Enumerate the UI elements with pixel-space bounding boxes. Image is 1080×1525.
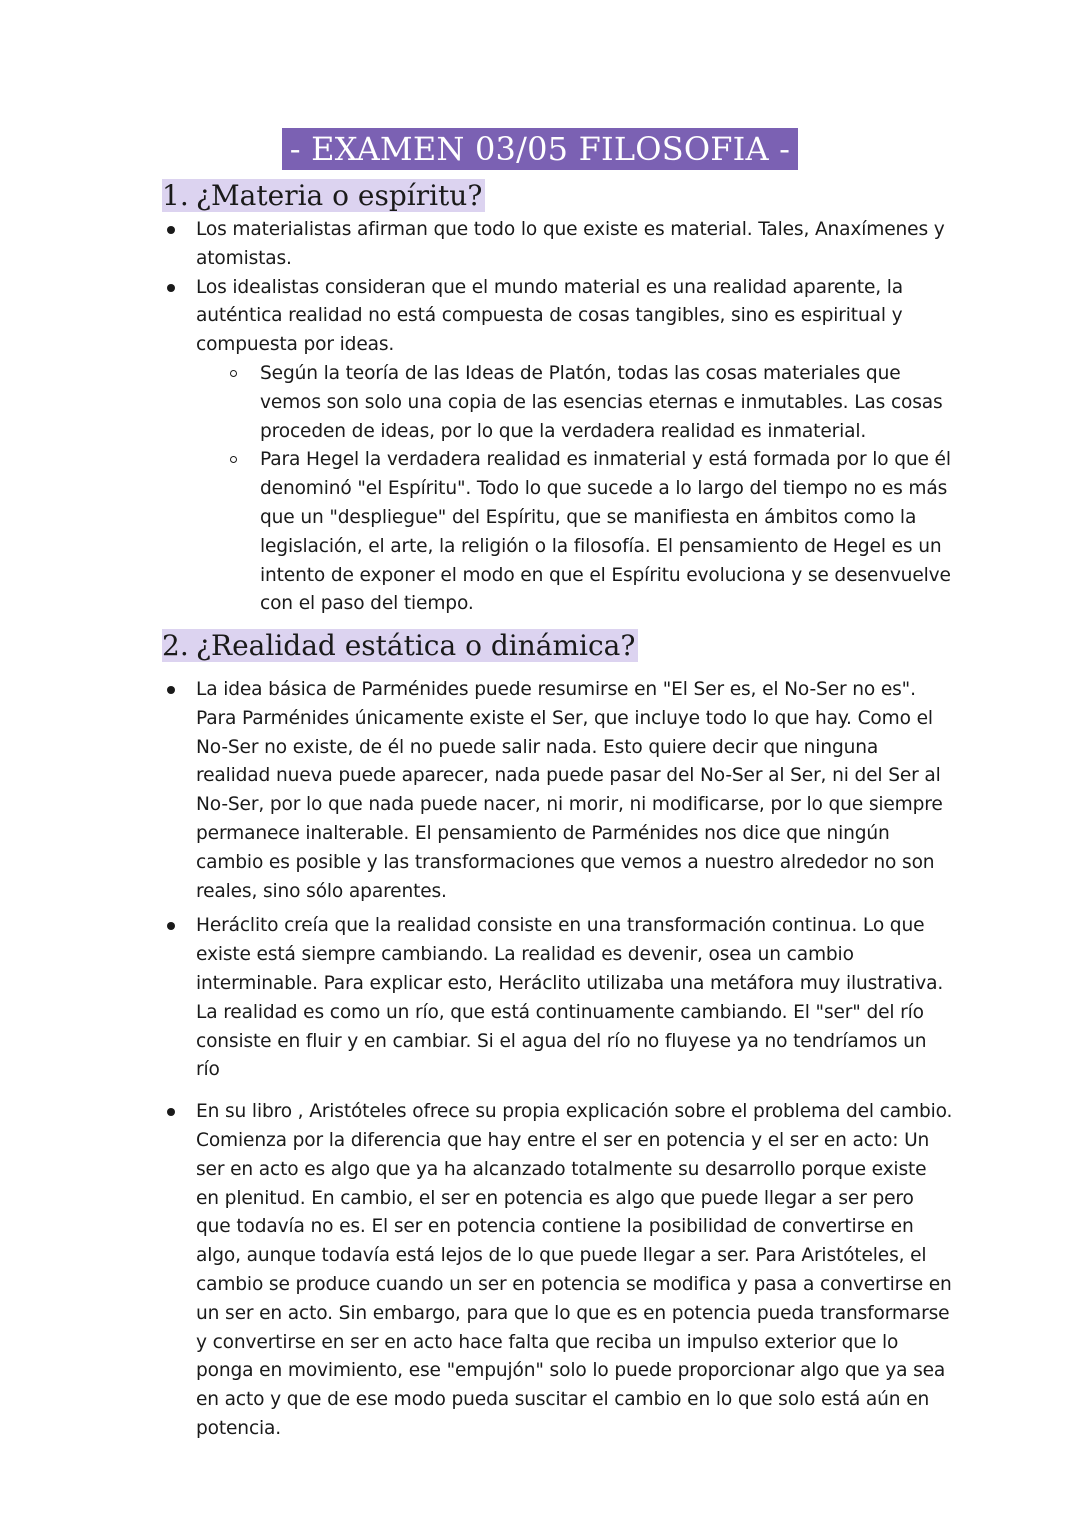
- section-number: 1.: [162, 179, 189, 212]
- sub-item-text: Según la teoría de las Ideas de Platón, todas las cosas materiales que vemos son solo una copia de las esencias eternas e inmutables. Las cosas proceden de ideas, por lo que la verdadera realidad es inmaterial.: [260, 362, 943, 442]
- item-text: En su libro , Aristóteles ofrece su propia explicación sobre el problema del cambio. Comienza por la diferencia que hay entre el ser en potencia y el ser en acto: Un ser en acto es algo que ya ha alcanzado totalmente su desarrollo porque existe en plenitud. En cambio, el ser en potencia es algo que puede llegar a ser pero que todavía no es. El ser en potencia contiene la posibilidad de convertirse en algo, aunque todavía está lejos de lo que puede llegar a ser. Para Aristóteles, el cambio se produce cuando un ser en potencia se modifica y pasa a convertirse en un ser en acto. Sin embargo, para que lo que es en potencia pueda transformarse y convertirse en ser en acto hace falta que reciba un impulso exterior que lo ponga en movimiento, ese "empujón" solo lo puede proporcionar algo que ya sea en acto y que de ese modo pueda suscitar el cambio en lo que solo está aún en potencia.: [196, 1101, 953, 1439]
- list-item: [164, 912, 954, 1085]
- sub-list-item: [260, 446, 954, 619]
- section-title: ¿Realidad estática o dinámica?: [196, 629, 636, 662]
- section-number: 2.: [162, 629, 189, 662]
- bullet-icon: [167, 686, 175, 694]
- list-item: [164, 1098, 954, 1444]
- item-text: Los materialistas afirman que todo lo que existe es material. Tales, Anaxímenes y atomistas.: [196, 219, 945, 269]
- section-title: ¿Materia o espíritu?: [196, 179, 483, 212]
- item-text: Heráclito creía que la realidad consiste en una transformación continua. Lo que existe está siempre cambiando. La realidad es devenir, osea un cambio interminable. Para explicar esto, Heráclito utilizaba una metáfora muy ilustrativa. La realidad es como un río, que está continuamente cambiando. El "ser" del río consiste en fluir y en cambiar. Si el agua del río no fluyese ya no tendríamos un río: [196, 915, 944, 1081]
- bullet-icon: [167, 284, 175, 292]
- heading-highlight: [162, 629, 638, 662]
- section-1-list: [164, 216, 954, 619]
- bullet-icon: [167, 226, 175, 234]
- item-text-continued: Para Parménides únicamente existe el Ser, que incluye todo lo que hay. Como el No-Ser no existe, de él no puede salir nada. Esto quiere decir que ninguna realidad nueva puede aparecer, nada puede pasar del No-Ser al Ser, ni del Ser al No-Ser, por lo que nada puede nacer, ni morir, ni modificarse, por lo que siempre permanece inalterable. El pensamiento de Parménides nos dice que ningún cambio es posible y las transformaciones que vemos a nuestro alrededor no son reales, sino sólo aparentes.: [196, 707, 943, 902]
- title-container: [0, 128, 1080, 170]
- section-2-list: [164, 676, 954, 1444]
- hollow-bullet-icon: [230, 456, 237, 463]
- sub-list-item: [260, 360, 954, 446]
- bullet-icon: [167, 1108, 175, 1116]
- list-item: [164, 274, 954, 620]
- section-heading-2: [162, 628, 638, 664]
- list-item: [164, 676, 954, 906]
- hollow-bullet-icon: [230, 370, 237, 377]
- bullet-icon: [167, 922, 175, 930]
- sub-list: [196, 360, 954, 619]
- heading-highlight: [162, 179, 485, 212]
- item-text: Los idealistas consideran que el mundo material es una realidad aparente, la auténtica realidad no está compuesta de cosas tangibles, sino es espiritual y compuesta por ideas.: [196, 276, 904, 356]
- section-heading-1: [162, 178, 485, 214]
- sub-item-text: Para Hegel la verdadera realidad es inmaterial y está formada por lo que él denominó "el Espíritu". Todo lo que sucede a lo largo del tiempo no es más que un "despliegue" del Espíritu, que se manifiesta en ámbitos como la legislación, el arte, la religión o la filosofía. El pensamiento de Hegel es un intento de exponer el modo en que el Espíritu evoluciona y se desenvuelve con el paso del tiempo.: [260, 449, 951, 615]
- list-item: [164, 216, 954, 274]
- document-title: - EXAMEN 03/05 FILOSOFIA -: [282, 128, 798, 170]
- item-text: La idea básica de Parménides puede resumirse en "El Ser es, el No-Ser no es".: [196, 679, 916, 700]
